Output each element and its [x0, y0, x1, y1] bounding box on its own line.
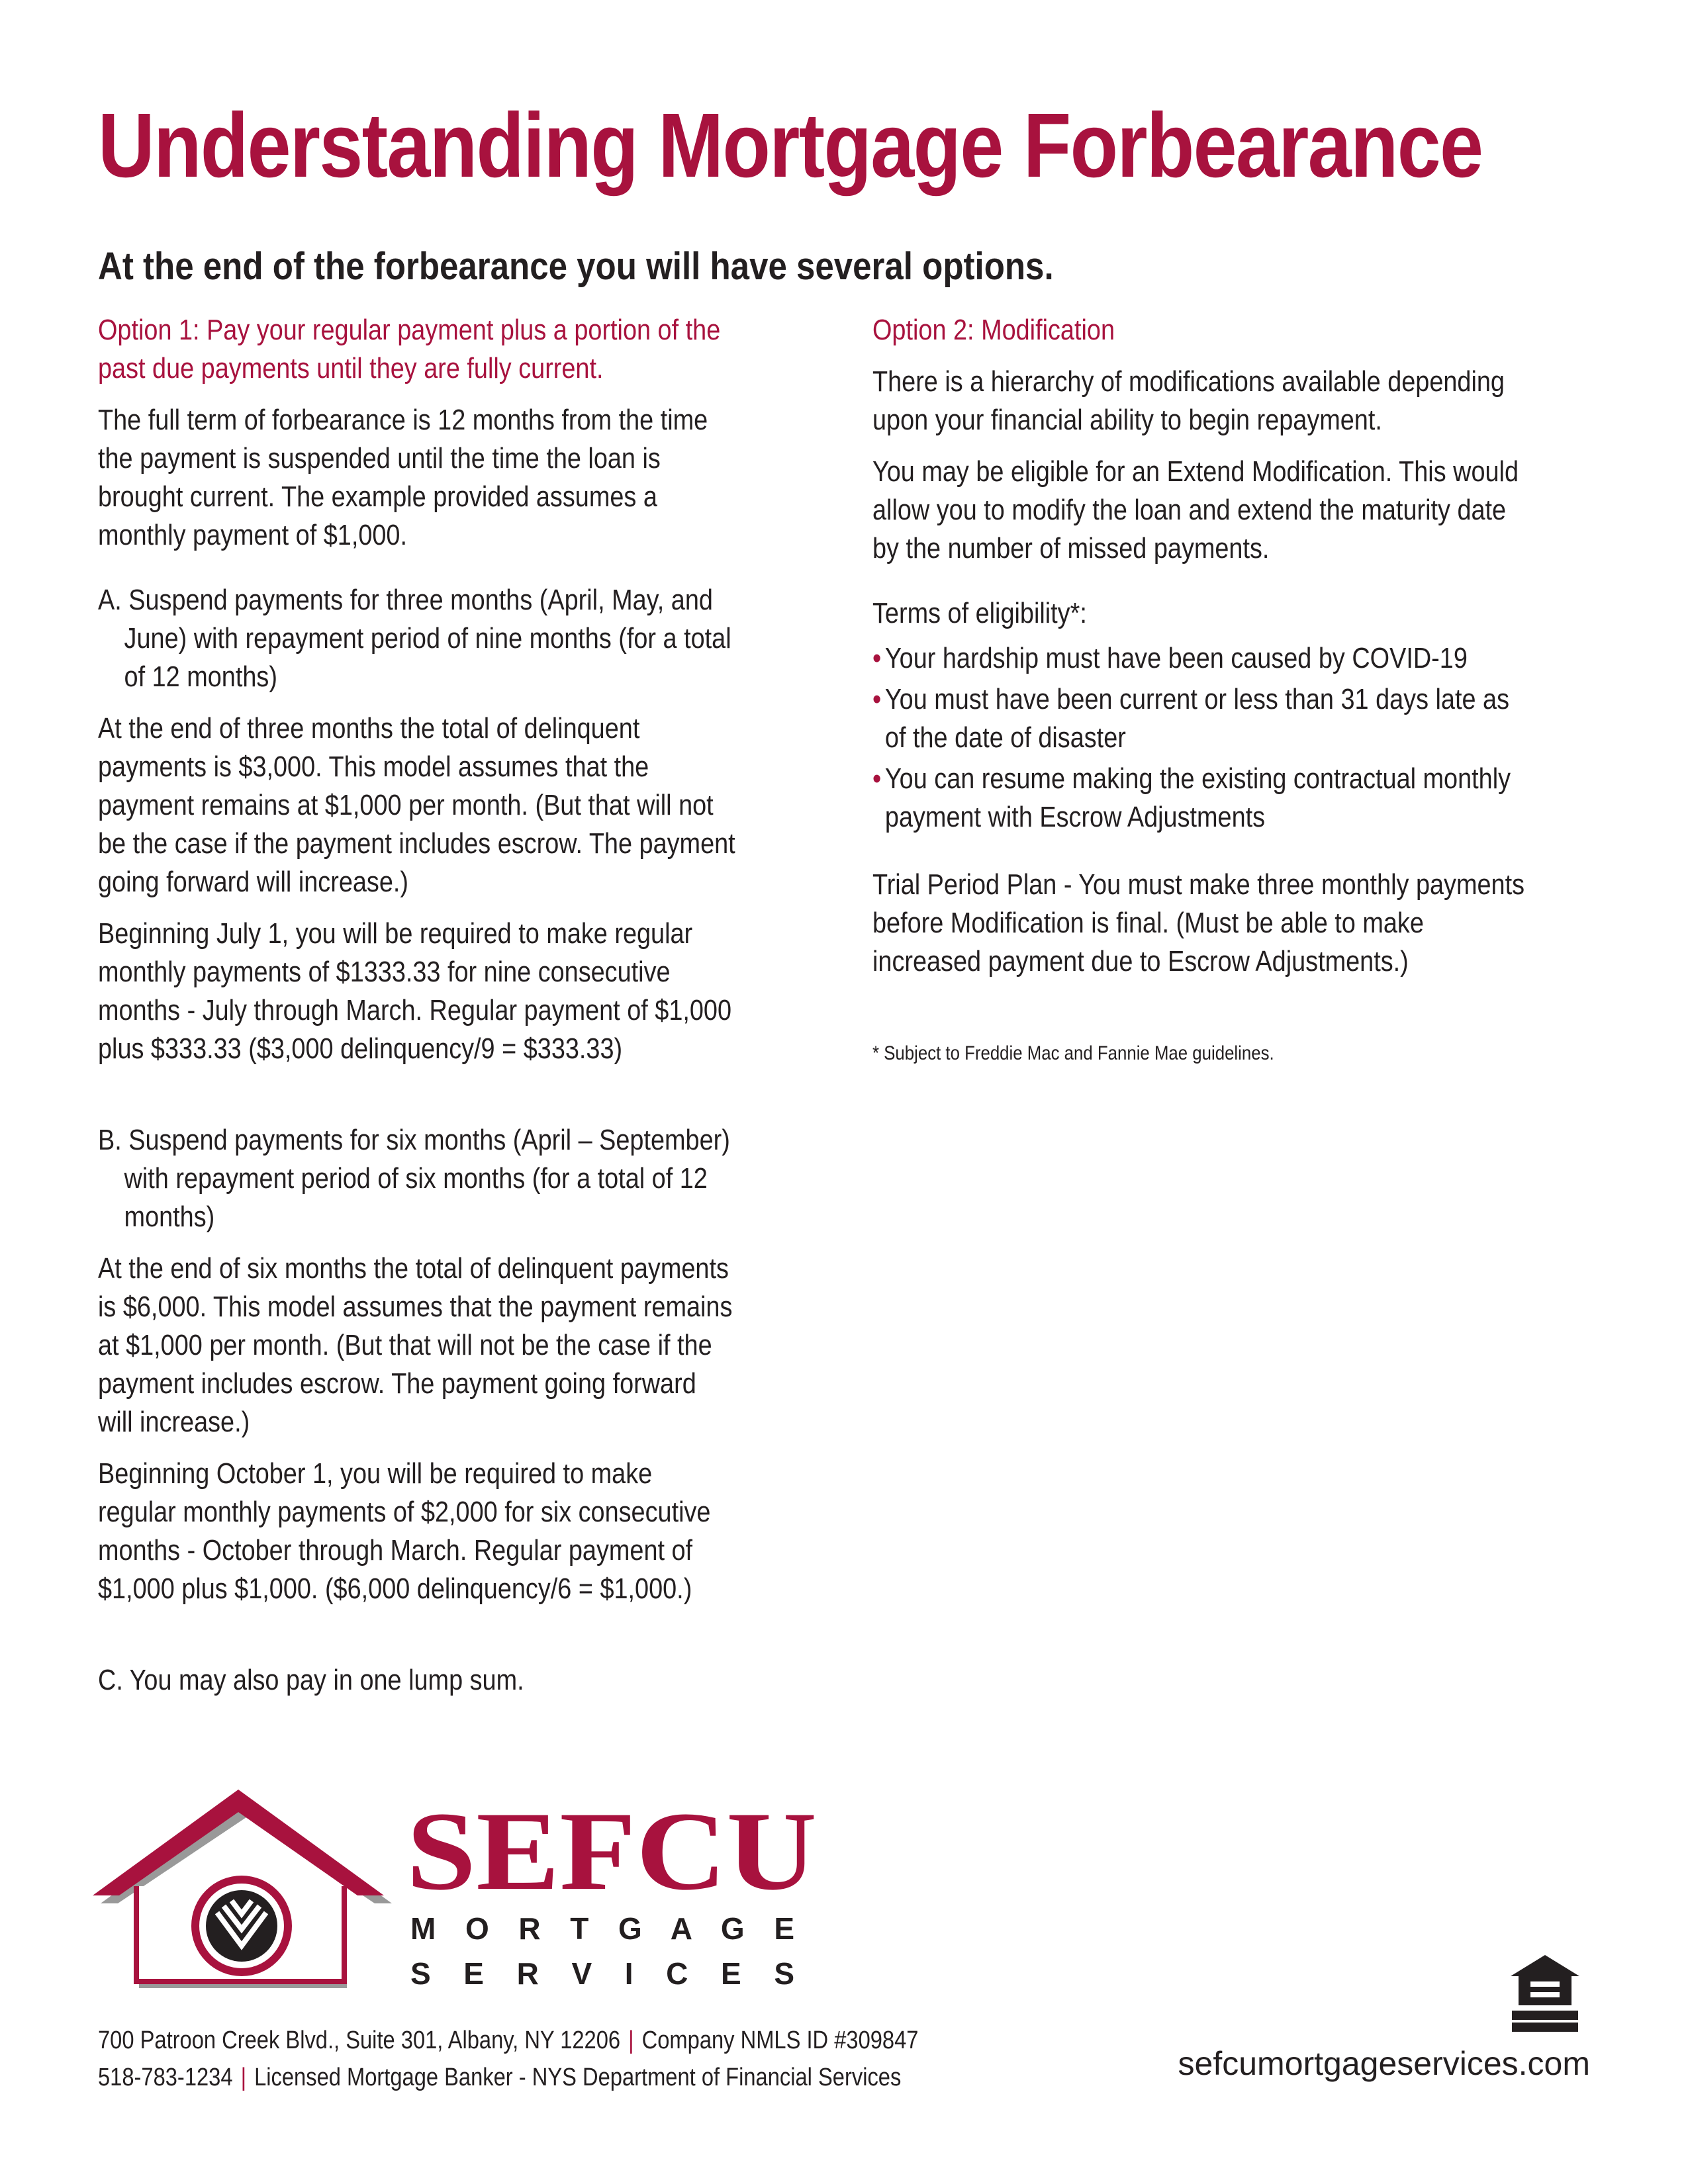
terms-item: • You must have been current or less than 31 days late as of the date of disaster: [872, 680, 1533, 757]
option2-heading: Option 2: Modification: [872, 314, 1115, 346]
page-subtitle: At the end of the forbearance you will have several options.: [98, 245, 1054, 288]
option-a-paragraph-1: At the end of three months the total of delinquent payments is $3,000. This model assumes that the payment remains at $1,000 per month. (But that will not be the case if the payment includes escrow. The payment going forward will increase.): [98, 712, 735, 898]
option-b-paragraph-2: Beginning October 1, you will be required to make regular monthly payments of $2,000 for six consecutive months - October through March. Regular payment of $1,000 plus $1,000. ($6,000 delinquency/6 = $1,000.): [98, 1457, 711, 1605]
left-column: [98, 311, 839, 1700]
footer-address: 700 Patroon Creek Blvd., Suite 301, Albany, NY 12206: [98, 2026, 621, 2054]
trial-period-plan: Trial Period Plan - You must make three monthly payments before Modification is final. (Must be able to make increased payment due to Escrow Adjustments.): [872, 868, 1525, 978]
right-column: [872, 311, 1640, 1067]
footer-address-line: [98, 2024, 918, 2057]
logo-line-1: M O R T G A G E: [410, 1911, 794, 1946]
equal-housing-lender-icon: [1508, 1952, 1582, 2034]
footnote: * Subject to Freddie Mac and Fannie Mae guidelines.: [872, 1042, 1274, 1064]
footer-separator: |: [240, 2064, 247, 2091]
terms-item: • You can resume making the existing contractual monthly payment with Escrow Adjustments: [872, 760, 1533, 837]
footer-nmls: Company NMLS ID #309847: [641, 2026, 919, 2054]
option2-paragraph-2: You may be eligible for an Extend Modification. This would allow you to modify the loan and extend the maturity date by the number of missed payments.: [872, 455, 1519, 565]
sefcu-logo: [93, 1787, 834, 2005]
footer-phone: 518-783-1234: [98, 2064, 233, 2091]
footer-contact-line: [98, 2061, 901, 2094]
logo-line-2: S E R V I C E S: [410, 1956, 794, 1991]
option1-intro: The full term of forbearance is 12 months from the time the payment is suspended until the time the loan is brought current. The example provided assumes a monthly payment of $1,000.: [98, 404, 708, 551]
bullet-icon: •: [872, 642, 882, 674]
footer-separator: |: [628, 2026, 634, 2054]
terms-heading: Terms of eligibility*:: [872, 597, 1087, 629]
option-a-paragraph-2: Beginning July 1, you will be required to make regular monthly payments of $1333.33 for nine consecutive months - July through March. Regular payment of $1,000 plus $333.33 ($3,000 delinquency/9 = $333.33): [98, 917, 732, 1065]
page-title: Understanding Mortgage Forbearance: [98, 95, 1483, 197]
option2-paragraph-1: There is a hierarchy of modifications available depending upon your financial ability to begin repayment.: [872, 365, 1505, 436]
terms-list: [872, 639, 1533, 837]
terms-item: • Your hardship must have been caused by COVID-19: [872, 639, 1533, 678]
footer-license: Licensed Mortgage Banker - NYS Department of Financial Services: [254, 2064, 902, 2091]
website-link[interactable]: sefcumortgageservices.com: [1178, 2045, 1590, 2082]
option-a-heading: A. Suspend payments for three months (April, May, and June) with repayment period of nine months (for a total of 12 months): [98, 584, 731, 693]
bullet-icon: •: [872, 683, 882, 715]
option-c-heading: C. You may also pay in one lump sum.: [98, 1664, 524, 1696]
option-b-paragraph-1: At the end of six months the total of delinquent payments is $6,000. This model assumes that the payment remains at $1,000 per month. (But that will not be the case if the payment includes escrow. The payment going forward will increase.): [98, 1252, 733, 1438]
bullet-icon: •: [872, 762, 882, 795]
house-icon: [93, 1790, 392, 1988]
logo-name: SEFCU: [406, 1789, 817, 1913]
option-b-heading: B. Suspend payments for six months (April – September) with repayment period of six months (for a total of 12 months): [98, 1124, 730, 1233]
option1-heading: Option 1: Pay your regular payment plus a portion of the past due payments until they are fully current.: [98, 314, 721, 385]
